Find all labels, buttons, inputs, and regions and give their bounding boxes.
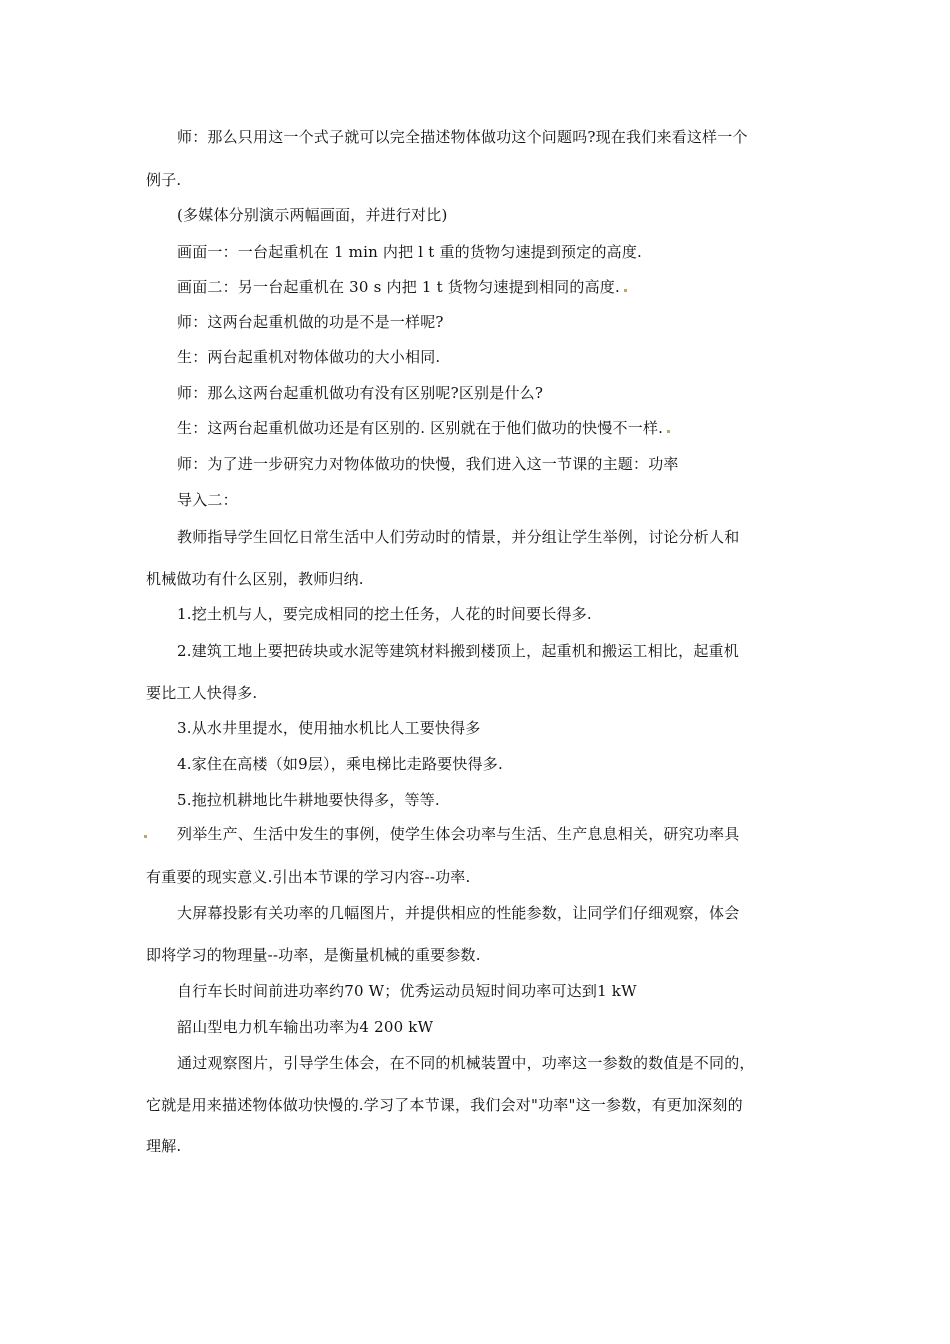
paragraph-line: (多媒体分别演示两幅画面，并进行对比) — [177, 206, 448, 224]
list-item: 5.拖拉机耕地比牛耕地要快得多，等等. — [177, 791, 440, 809]
ink-mark — [144, 835, 147, 838]
paragraph-line: 要比工人快得多. — [146, 684, 258, 702]
list-item: 3.从水井里提水，使用抽水机比人工要快得多 — [177, 719, 481, 737]
paragraph-line: 师：那么这两台起重机做功有没有区别呢?区别是什么? — [177, 384, 544, 402]
list-item: 4.家住在高楼（如9层），乘电梯比走路要快得多. — [177, 755, 503, 773]
paragraph-line: 通过观察图片，引导学生体会，在不同的机械装置中，功率这一参数的数值是不同的， — [177, 1054, 755, 1072]
paragraph-line: 画面一：一台起重机在 1 min 内把 l t 重的货物匀速提到预定的高度. — [177, 243, 643, 261]
paragraph-line: 生：两台起重机对物体做功的大小相同. — [177, 348, 441, 366]
paragraph-line: 教师指导学生回忆日常生活中人们劳动时的情景，并分组让学生举例，讨论分析人和 — [177, 528, 740, 546]
paragraph-line: 列举生产、生活中发生的事例，使学生体会功率与生活、生产息息相关，研究功率具 — [177, 825, 740, 843]
paragraph-line: 大屏幕投影有关功率的几幅图片，并提供相应的性能参数，让同学们仔细观察，体会 — [177, 904, 740, 922]
section-heading: 导入二： — [177, 491, 238, 509]
paragraph-line: 师：为了进一步研究力对物体做功的快慢，我们进入这一节课的主题：功率 — [177, 455, 679, 473]
paragraph-line: 师：那么只用这一个式子就可以完全描述物体做功这个问题吗?现在我们来看这样一个 — [177, 128, 748, 146]
paragraph-line: 韶山型电力机车输出功率为4 200 kW — [177, 1018, 434, 1036]
paragraph-line: 例子. — [146, 171, 182, 189]
paragraph-line: 它就是用来描述物体做功快慢的.学习了本节课，我们会对"功率"这一参数，有更加深刻的 — [146, 1096, 743, 1114]
line-text: 画面二：另一台起重机在 30 s 内把 1 t 货物匀速提到相同的高度. — [177, 278, 620, 296]
paragraph-line — [177, 418, 670, 438]
line-text: 生：这两台起重机做功还是有区别的. 区别就在于他们做功的快慢不一样. — [177, 419, 664, 437]
paragraph-line: 有重要的现实意义.引出本节课的学习内容--功率. — [146, 868, 471, 886]
paragraph-line: 理解. — [146, 1137, 182, 1155]
paragraph-line: 师：这两台起重机做的功是不是一样呢? — [177, 313, 444, 331]
paragraph-line: 自行车长时间前进功率约70 W；优秀运动员短时间功率可达到1 kW — [177, 982, 637, 1000]
ink-mark — [667, 430, 670, 433]
ink-mark — [624, 289, 627, 292]
paragraph-line: 机械做功有什么区别，教师归纳. — [146, 570, 364, 588]
paragraph-line — [177, 277, 627, 297]
list-item: 1.挖土机与人，要完成相同的挖土任务，人花的时间要长得多. — [177, 605, 592, 623]
paragraph-line: 即将学习的物理量--功率，是衡量机械的重要参数. — [146, 946, 481, 964]
list-item: 2.建筑工地上要把砖块或水泥等建筑材料搬到楼顶上，起重机和搬运工相比，起重机 — [177, 642, 739, 660]
